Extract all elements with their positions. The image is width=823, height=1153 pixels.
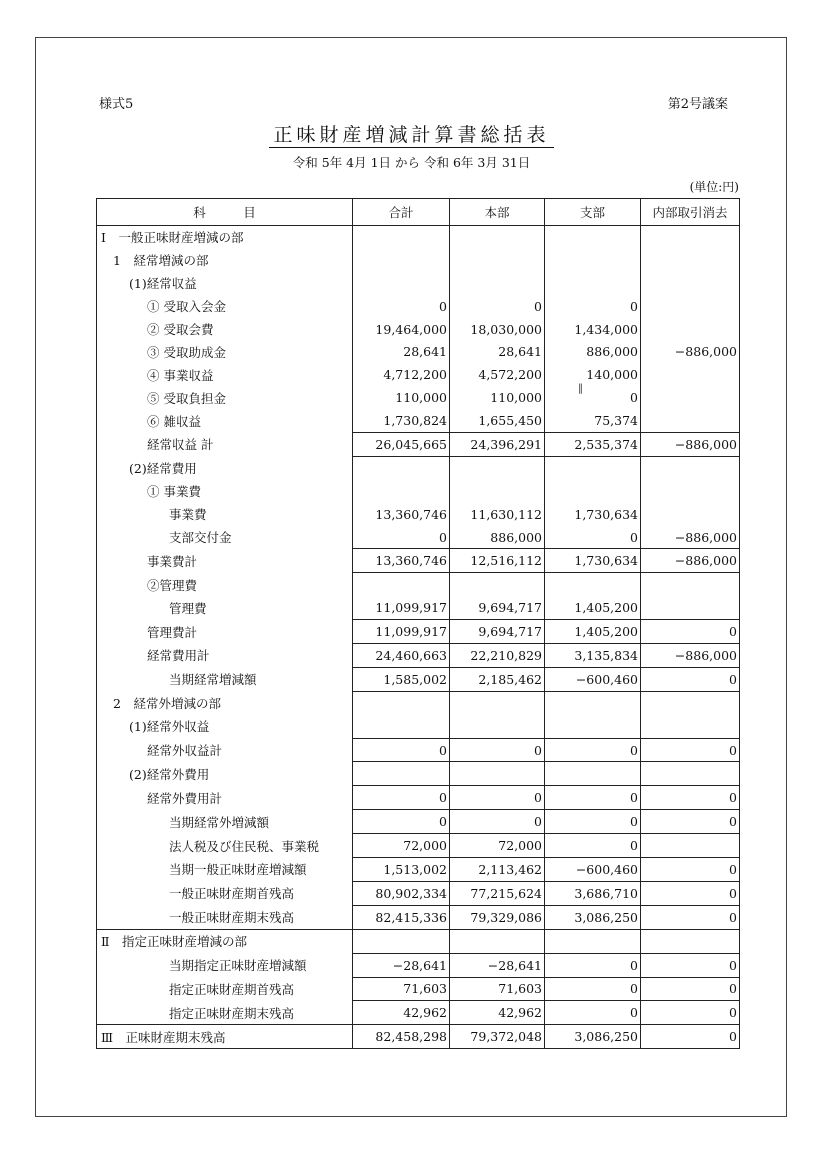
table-row [97, 762, 740, 786]
cell-branch: −600,460 [545, 858, 641, 882]
cell-total: 1,585,002 [353, 667, 450, 691]
cell-elim [641, 226, 740, 249]
cell-elim: 0 [641, 738, 740, 762]
table-row [97, 858, 740, 882]
cell-branch [545, 480, 641, 503]
cell-total: 72,000 [353, 834, 450, 858]
cell-total [353, 715, 450, 738]
cell-elim [641, 456, 740, 479]
row-label: ⑥ 雑収益 [97, 409, 353, 432]
table-row [97, 738, 740, 762]
row-label: (2)経常費用 [97, 456, 353, 479]
table-row [97, 715, 740, 738]
cell-elim: −886,000 [641, 644, 740, 668]
row-label: 当期経常外増減額 [97, 810, 353, 834]
row-label: ② 受取会費 [97, 318, 353, 341]
cell-branch [545, 272, 641, 295]
cell-branch [545, 929, 641, 953]
cell-head [450, 480, 545, 503]
cell-branch [545, 691, 641, 714]
cell-branch: 1,730,634 [545, 549, 641, 573]
cell-total [353, 456, 450, 479]
row-label: 当期一般正味財産増減額 [97, 858, 353, 882]
cell-branch: 886,000 [545, 340, 641, 363]
col-subject: 科 目 [97, 199, 353, 226]
cell-head: 72,000 [450, 834, 545, 858]
cell-elim: 0 [641, 881, 740, 905]
cell-branch: 0 [545, 786, 641, 810]
cell-branch: 0 [545, 953, 641, 977]
row-label: ① 事業費 [97, 480, 353, 503]
cell-elim [641, 295, 740, 318]
cell-branch [545, 762, 641, 786]
cell-head [450, 715, 545, 738]
cell-head: 79,329,086 [450, 905, 545, 929]
cell-total: 71,603 [353, 977, 450, 1001]
table-row [97, 503, 740, 526]
row-label: 法人税及び住民税、事業税 [97, 834, 353, 858]
row-label: 当期経常増減額 [97, 667, 353, 691]
row-label: ① 受取入会金 [97, 295, 353, 318]
cell-total: 26,045,665 [353, 433, 450, 457]
form-number: 様式5 [99, 97, 134, 112]
cell-total: 0 [353, 526, 450, 549]
cell-total: 0 [353, 810, 450, 834]
table-row [97, 456, 740, 479]
cell-head: 1,655,450 [450, 409, 545, 432]
cell-elim [641, 272, 740, 295]
cell-total [353, 249, 450, 272]
table-row [97, 691, 740, 714]
table-row [97, 1001, 740, 1025]
row-label: Ⅱ 指定正味財産増減の部 [97, 929, 353, 953]
cell-branch [545, 573, 641, 596]
cell-branch [545, 249, 641, 272]
cell-total [353, 573, 450, 596]
cell-branch: 1,434,000 [545, 318, 641, 341]
cell-elim: 0 [641, 620, 740, 644]
table-row [97, 363, 740, 386]
cell-branch: 1,730,634 [545, 503, 641, 526]
period-range: 令和 5年 4月 1日 から 令和 6年 3月 31日 [292, 155, 531, 170]
col-elimination: 内部取引消去 [641, 199, 740, 226]
cell-total: 13,360,746 [353, 503, 450, 526]
row-label: 2 経常外増減の部 [97, 691, 353, 714]
table-row [97, 526, 740, 549]
cell-total: 24,460,663 [353, 644, 450, 668]
cell-head: 24,396,291 [450, 433, 545, 457]
cell-branch [545, 715, 641, 738]
row-label: 当期指定正味財産増減額 [97, 953, 353, 977]
row-label: 一般正味財産期首残高 [97, 881, 353, 905]
cell-head: 0 [450, 810, 545, 834]
cell-elim: 0 [641, 977, 740, 1001]
agenda-number: 第2号議案 [667, 97, 728, 112]
cell-elim [641, 249, 740, 272]
cell-branch: 3,086,250 [545, 905, 641, 929]
cell-elim [641, 318, 740, 341]
table-row [97, 644, 740, 668]
cell-head: 0 [450, 738, 545, 762]
cell-head [450, 249, 545, 272]
cell-elim [641, 503, 740, 526]
cell-head: 18,030,000 [450, 318, 545, 341]
cell-elim: −886,000 [641, 340, 740, 363]
row-label: (2)経常外費用 [97, 762, 353, 786]
row-label: Ⅲ 正味財産期末残高 [97, 1025, 353, 1049]
row-label: 経常外収益計 [97, 738, 353, 762]
header-row [97, 199, 740, 226]
cell-branch: 2,535,374 [545, 433, 641, 457]
table-row [97, 905, 740, 929]
cell-total: 1,513,002 [353, 858, 450, 882]
cell-total: 80,902,334 [353, 881, 450, 905]
cell-head [450, 456, 545, 479]
cell-elim: 0 [641, 1001, 740, 1025]
row-label: ③ 受取助成金 [97, 340, 353, 363]
row-label: 経常収益 計 [97, 433, 353, 457]
row-label: 1 経常増減の部 [97, 249, 353, 272]
cell-total: 4,712,200 [353, 363, 450, 386]
table-row [97, 249, 740, 272]
cell-head [450, 272, 545, 295]
table-row [97, 318, 740, 341]
row-label: 事業費 [97, 503, 353, 526]
cell-head: 28,641 [450, 340, 545, 363]
title-text: 正味財産増減計算書総括表 [269, 124, 553, 148]
table-row [97, 433, 740, 457]
cell-head: −28,641 [450, 953, 545, 977]
table-row [97, 977, 740, 1001]
unit-label: (単位:円) [689, 180, 739, 194]
row-label: 事業費計 [97, 549, 353, 573]
table-row [97, 340, 740, 363]
row-label: 経常費用計 [97, 644, 353, 668]
cell-total [353, 691, 450, 714]
col-branch: 支部 [545, 199, 641, 226]
table-row [97, 1025, 740, 1049]
cell-total: 1,730,824 [353, 409, 450, 432]
cell-head: 886,000 [450, 526, 545, 549]
cell-head [450, 573, 545, 596]
cell-total: 82,458,298 [353, 1025, 450, 1049]
cell-elim [641, 480, 740, 503]
cell-head: 0 [450, 786, 545, 810]
cell-elim: 0 [641, 858, 740, 882]
cell-branch: 0 [545, 295, 641, 318]
cell-total [353, 480, 450, 503]
cell-head [450, 762, 545, 786]
table-row [97, 929, 740, 953]
cell-elim [641, 409, 740, 432]
row-label: 指定正味財産期末残高 [97, 1001, 353, 1025]
cell-head [450, 226, 545, 249]
cell-elim [641, 386, 740, 409]
table-row [97, 620, 740, 644]
cell-head [450, 929, 545, 953]
cell-total: 0 [353, 295, 450, 318]
statement-table [96, 198, 740, 1049]
row-label: Ⅰ 一般正味財産増減の部 [97, 226, 353, 249]
cell-total: 13,360,746 [353, 549, 450, 573]
cell-head: 71,603 [450, 977, 545, 1001]
cell-branch: 0 [545, 738, 641, 762]
row-label: 支部交付金 [97, 526, 353, 549]
cell-total: 42,962 [353, 1001, 450, 1025]
cell-head: 11,630,112 [450, 503, 545, 526]
cell-total [353, 929, 450, 953]
cell-branch: 0 [545, 810, 641, 834]
table-row [97, 953, 740, 977]
col-head-office: 本部 [450, 199, 545, 226]
cell-total: 110,000 [353, 386, 450, 409]
cell-head: 12,516,112 [450, 549, 545, 573]
cell-total: 11,099,917 [353, 596, 450, 619]
cell-total: 0 [353, 786, 450, 810]
table-row [97, 386, 740, 409]
cell-total [353, 272, 450, 295]
table-row [97, 810, 740, 834]
cell-elim: −886,000 [641, 549, 740, 573]
cell-elim: 0 [641, 786, 740, 810]
row-label: 経常外費用計 [97, 786, 353, 810]
cell-head: 2,113,462 [450, 858, 545, 882]
document-title [0, 120, 823, 147]
cell-elim: 0 [641, 667, 740, 691]
cell-branch: 75,374 [545, 409, 641, 432]
cell-branch: 1,405,200 [545, 596, 641, 619]
table-row [97, 272, 740, 295]
cell-branch [545, 226, 641, 249]
table-row [97, 226, 740, 249]
cell-branch: 3,086,250 [545, 1025, 641, 1049]
cell-total: 0 [353, 738, 450, 762]
cell-head: 22,210,829 [450, 644, 545, 668]
cell-branch: −600,460 [545, 667, 641, 691]
cell-elim: 0 [641, 905, 740, 929]
cell-elim [641, 762, 740, 786]
cell-total [353, 762, 450, 786]
row-label: ④ 事業収益 [97, 363, 353, 386]
cell-elim: 0 [641, 810, 740, 834]
cell-elim: −886,000 [641, 433, 740, 457]
cell-total: 28,641 [353, 340, 450, 363]
cell-head [450, 691, 545, 714]
cell-branch: 3,686,710 [545, 881, 641, 905]
cell-head: 110,000 [450, 386, 545, 409]
row-label: 管理費計 [97, 620, 353, 644]
cell-elim [641, 573, 740, 596]
cell-elim [641, 691, 740, 714]
cell-total: 11,099,917 [353, 620, 450, 644]
cell-head: 9,694,717 [450, 596, 545, 619]
cell-branch: 0 [545, 386, 641, 409]
cell-elim [641, 715, 740, 738]
cell-branch: 0 [545, 526, 641, 549]
table-row [97, 573, 740, 596]
table-row [97, 480, 740, 503]
col-total: 合計 [353, 199, 450, 226]
table-row [97, 834, 740, 858]
cell-elim [641, 834, 740, 858]
cell-branch: 140,000 [545, 363, 641, 386]
cell-branch: 0 [545, 834, 641, 858]
statement-body [97, 226, 740, 1049]
cell-head: 42,962 [450, 1001, 545, 1025]
table-row [97, 667, 740, 691]
cell-elim [641, 363, 740, 386]
row-label: (1)経常外収益 [97, 715, 353, 738]
cell-elim [641, 596, 740, 619]
cell-total: −28,641 [353, 953, 450, 977]
cell-branch: 0 [545, 1001, 641, 1025]
cell-total: 19,464,000 [353, 318, 450, 341]
cell-head: 77,215,624 [450, 881, 545, 905]
row-label: 管理費 [97, 596, 353, 619]
table-row [97, 881, 740, 905]
table-row [97, 549, 740, 573]
cell-head: 9,694,717 [450, 620, 545, 644]
cell-total: 82,415,336 [353, 905, 450, 929]
row-label: ②管理費 [97, 573, 353, 596]
table-row [97, 409, 740, 432]
cell-branch: 3,135,834 [545, 644, 641, 668]
stray-mark: ‖ [578, 383, 583, 394]
cell-head: 2,185,462 [450, 667, 545, 691]
table-row [97, 596, 740, 619]
cell-head: 0 [450, 295, 545, 318]
cell-head: 79,372,048 [450, 1025, 545, 1049]
cell-elim: 0 [641, 1025, 740, 1049]
cell-elim [641, 929, 740, 953]
table-row [97, 295, 740, 318]
row-label: 一般正味財産期末残高 [97, 905, 353, 929]
row-label: ⑤ 受取負担金 [97, 386, 353, 409]
cell-branch: 1,405,200 [545, 620, 641, 644]
cell-branch [545, 456, 641, 479]
cell-head: 4,572,200 [450, 363, 545, 386]
table-row [97, 786, 740, 810]
cell-elim: 0 [641, 953, 740, 977]
cell-total [353, 226, 450, 249]
cell-elim: −886,000 [641, 526, 740, 549]
cell-branch: 0 [545, 977, 641, 1001]
row-label: 指定正味財産期首残高 [97, 977, 353, 1001]
row-label: (1)経常収益 [97, 272, 353, 295]
